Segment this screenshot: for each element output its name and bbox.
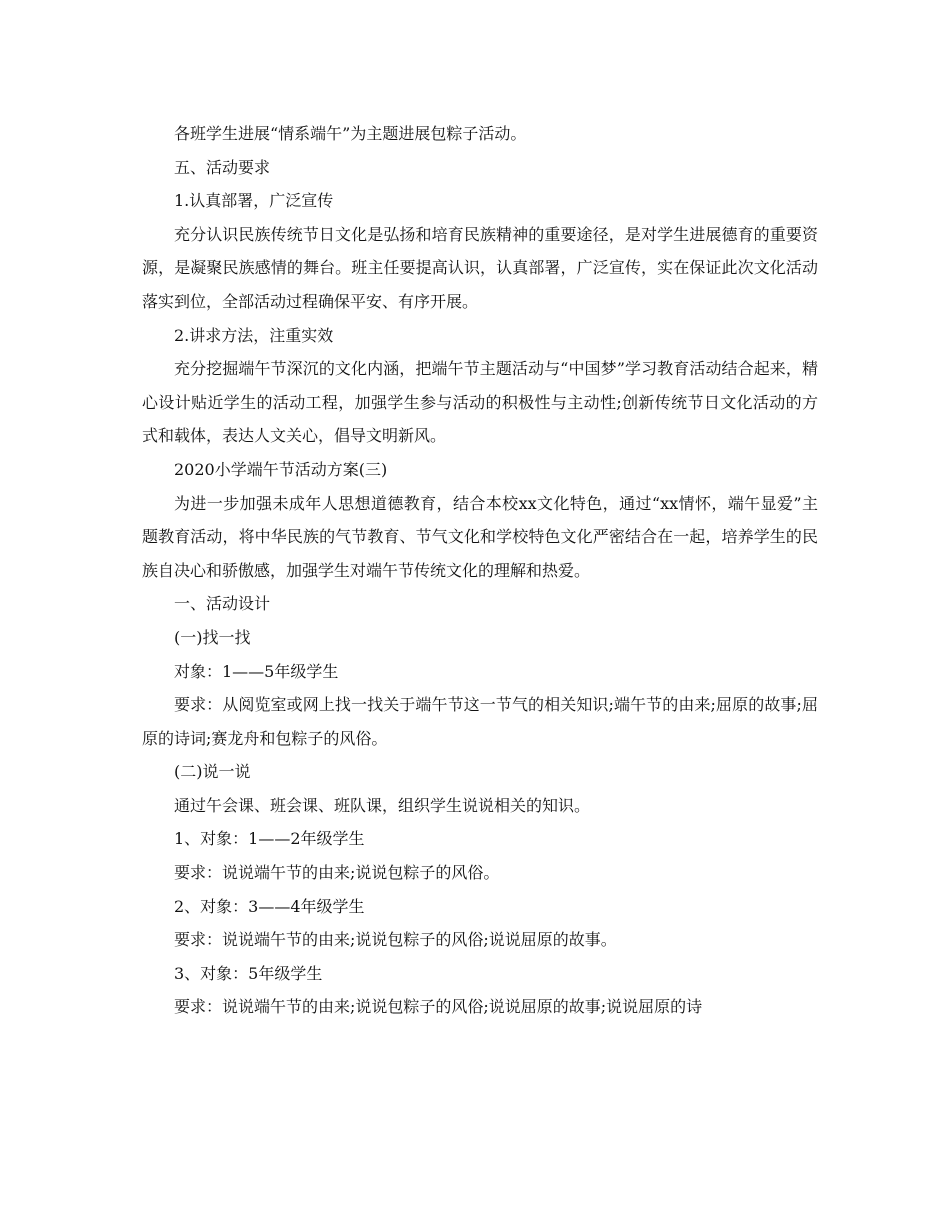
- paragraph: 2、对象：3——4年级学生: [174, 896, 365, 916]
- paragraph: 要求：说说端午节的由来;说说包粽子的风俗;说说屈原的故事。: [174, 930, 617, 950]
- section-heading: 一、活动设计: [174, 594, 271, 614]
- paragraph: 通过午会课、班会课、班队课，组织学生说说相关的知识。: [174, 795, 591, 815]
- plan-title: 2020小学端午节活动方案(三): [174, 459, 388, 479]
- paragraph: 3、对象：5年级学生: [174, 963, 323, 983]
- paragraph: 各班学生进展“情系端午”为主题进展包粽子活动。: [174, 124, 527, 143]
- subsection-heading: 1.认真部署，广泛宣传: [174, 191, 334, 211]
- subsection-heading: (一)找一找: [174, 627, 251, 647]
- paragraph: 为进一步加强未成年人思想道德教育，结合本校xx文化特色，通过“xx情怀，端午显爱”主题教育活动，将中华民族的气节教育、节气文化和学校特色文化严密结合在一起，培养学生的民族自决心和骄傲感，加强学生对端午节传统文化的理解和热爱。: [142, 493, 818, 580]
- paragraph: 要求：说说端午节的由来;说说包粽子的风俗。: [174, 863, 500, 883]
- paragraph: 充分挖掘端午节深沉的文化内涵，把端午节主题活动与“中国梦”学习教育活动结合起来，精心设计贴近学生的活动工程，加强学生参与活动的积极性与主动性;创新传统节日文化活动的方式和载体，表达人文关心，倡导文明新风。: [142, 359, 818, 446]
- paragraph: 对象：1——5年级学生: [174, 661, 339, 681]
- subsection-heading: 2.讲求方法，注重实效: [174, 325, 334, 345]
- paragraph: 要求：从阅览室或网上找一找关于端午节这一节气的相关知识;端午节的由来;屈原的故事;屈原的诗词;赛龙舟和包粽子的风俗。: [142, 695, 818, 748]
- subsection-heading: (二)说一说: [174, 762, 251, 782]
- paragraph: 充分认识民族传统节日文化是弘扬和培育民族精神的重要途径，是对学生进展德育的重要资源，是凝聚民族感情的舞台。班主任要提高认识，认真部署，广泛宣传，实在保证此次文化活动落实到位，全部活动过程确保平安、有序开展。: [142, 224, 818, 311]
- paragraph: 要求：说说端午节的由来;说说包粽子的风俗;说说屈原的故事;说说屈原的诗: [174, 997, 703, 1017]
- paragraph: 1、对象：1——2年级学生: [174, 829, 365, 849]
- section-heading: 五、活动要求: [174, 157, 271, 177]
- document-body: [142, 117, 818, 1024]
